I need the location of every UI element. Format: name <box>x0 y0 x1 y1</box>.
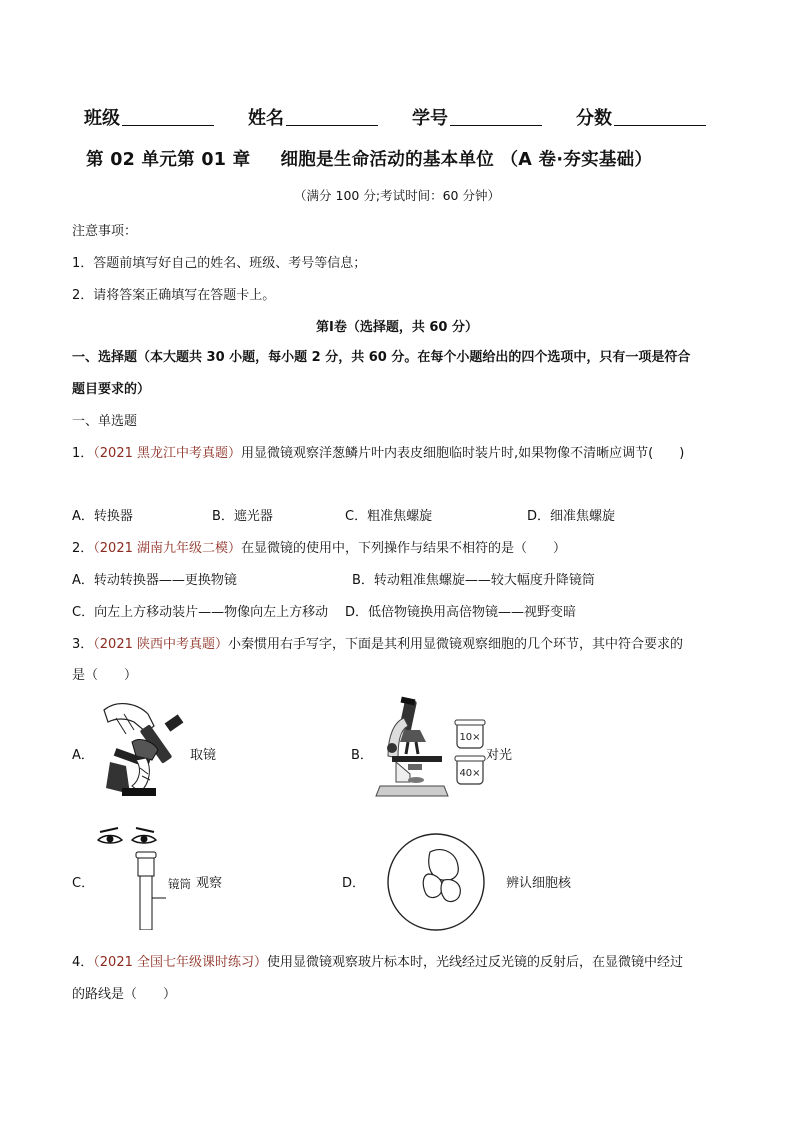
question-number: 4． <box>72 955 94 970</box>
lens-10x-label: 10× <box>459 732 481 743</box>
question-source: （2021 黑龙江中考真题） <box>93 446 241 461</box>
question-source: （2021 陕西中考真题） <box>93 637 228 652</box>
score-blank[interactable] <box>614 107 706 126</box>
q3-option-b-letter[interactable]: B． <box>351 748 373 763</box>
notes-item-2: 2．请将答案正确填写在答题卡上。 <box>72 288 276 303</box>
q3-option-a-caption: 取镜 <box>190 748 217 763</box>
q1-option-a[interactable]: A．转换器 <box>72 509 133 524</box>
class-blank[interactable] <box>122 107 214 126</box>
microscope-light-adjust-icon <box>374 696 454 804</box>
question-source: （2021 湖南九年级二模） <box>93 541 241 556</box>
question-1 <box>72 442 684 461</box>
title-topic: 细胞是生命活动的基本单位 <box>280 150 495 170</box>
question-stem: 使用显微镜观察玻片标本时，光线经过反光镜的反射后，在显微镜中经过 <box>267 955 684 970</box>
notes-heading: 注意事项： <box>72 224 138 239</box>
q3-option-d-caption: 辨认细胞核 <box>506 876 572 891</box>
question-number: 2． <box>72 541 94 556</box>
eyepiece-tube-label: 镜筒 <box>168 877 191 891</box>
section-instructions-line2: 题目要求的） <box>72 382 151 397</box>
name-label: 姓名 <box>248 108 284 129</box>
question-stem: 用显微镜观察洋葱鳞片叶内表皮细胞临时装片时,如果物像不清晰应调节( ) <box>241 446 685 461</box>
id-blank[interactable] <box>450 107 542 126</box>
id-label: 学号 <box>412 108 448 129</box>
student-info-row <box>84 104 706 130</box>
q2-option-d[interactable]: D．低倍物镜换用高倍物镜——视野变暗 <box>345 605 577 620</box>
lens-40x-label: 40× <box>459 768 481 779</box>
q2-option-a[interactable]: A．转动转换器——更换物镜 <box>72 573 237 588</box>
title-unit: 第 02 单元第 01 章 <box>86 150 251 170</box>
page-title <box>86 146 652 171</box>
q3-option-a-letter[interactable]: A． <box>72 748 94 763</box>
question-4 <box>72 951 683 970</box>
class-field[interactable] <box>84 104 214 130</box>
microscope-carrying-icon <box>96 696 192 806</box>
question-3 <box>72 633 683 652</box>
q2-option-c[interactable]: C．向左上方移动装片——物像向左上方移动 <box>72 605 329 620</box>
q3-option-c-caption: 观察 <box>196 876 223 891</box>
score-label: 分数 <box>576 108 612 129</box>
q3-option-c-letter[interactable]: C． <box>72 876 95 891</box>
q2-option-b[interactable]: B．转动粗准焦螺旋——较大幅度升降镜筒 <box>352 573 595 588</box>
q3-option-b-caption: 对光 <box>486 748 513 763</box>
score-field[interactable] <box>576 104 706 130</box>
q1-option-b[interactable]: B．遮光器 <box>212 509 273 524</box>
title-edition: （A 卷·夯实基础） <box>500 150 653 170</box>
section-instructions-line1: 一、选择题（本大题共 30 小题，每小题 2 分，共 60 分。在每个小题给出的四个选项中，只有一项是符合 <box>72 350 691 365</box>
name-field[interactable] <box>248 104 378 130</box>
id-field[interactable] <box>412 104 542 130</box>
name-blank[interactable] <box>286 107 378 126</box>
microscope-view-field-icon <box>370 828 502 932</box>
question-3-stem-cont: 是（ ） <box>72 668 138 683</box>
volume-heading: 第Ⅰ卷（选择题，共 60 分） <box>316 320 478 335</box>
notes-item-1: 1．答题前填写好自己的姓名、班级、考号等信息； <box>72 256 367 271</box>
q1-option-d[interactable]: D．细准焦螺旋 <box>527 509 616 524</box>
question-stem: 在显微镜的使用中，下列操作与结果不相符的是（ ） <box>241 541 567 556</box>
question-2 <box>72 537 566 556</box>
exam-subtitle: （满分 100 分;考试时间：60 分钟） <box>294 188 500 203</box>
question-source: （2021 全国七年级课时练习） <box>93 955 267 970</box>
q1-option-c[interactable]: C．粗准焦螺旋 <box>345 509 433 524</box>
question-number: 3． <box>72 637 94 652</box>
question-stem: 小秦惯用右手写字，下面是其利用显微镜观察细胞的几个环节，其中符合要求的 <box>228 637 684 652</box>
question-number: 1． <box>72 446 94 461</box>
section-subheading: 一、单选题 <box>72 414 138 429</box>
question-4-stem-cont: 的路线是（ ） <box>72 987 177 1002</box>
eyepiece-lens-icon <box>454 718 486 790</box>
q3-option-d-letter[interactable]: D． <box>342 876 366 891</box>
class-label: 班级 <box>84 108 120 129</box>
